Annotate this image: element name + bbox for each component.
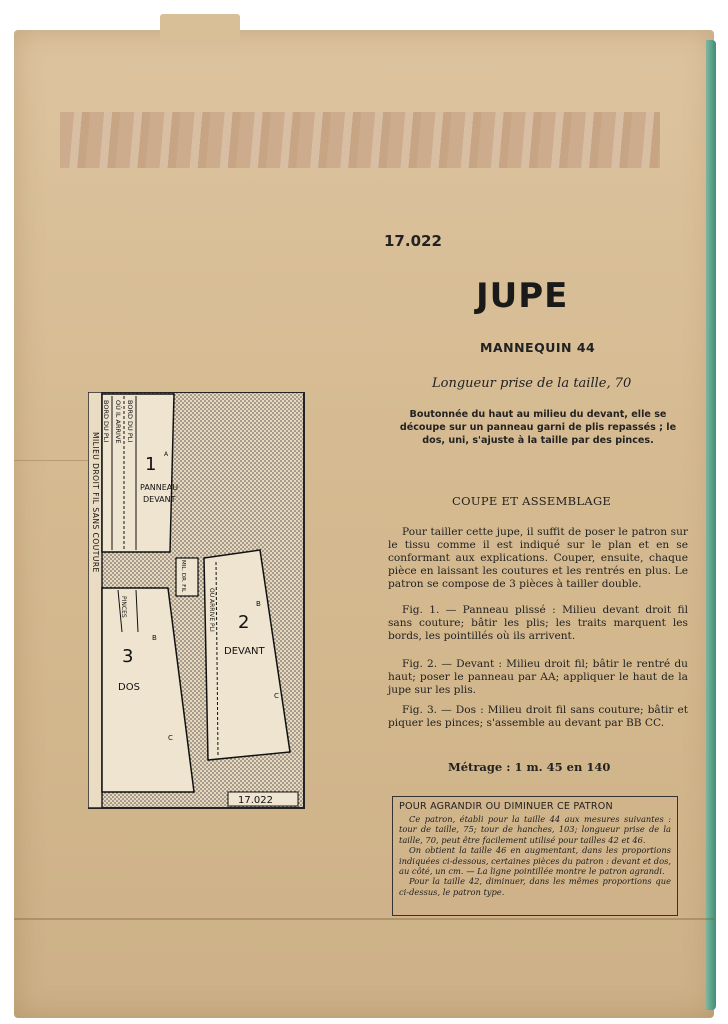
garment-description: Boutonnée du haut au milieu du devant, elle se découpe sur un panneau garni de plis repassés ; le dos, uni, s'ajuste à la taille par des pinces. (399, 409, 677, 446)
piece-3-number: 3 (122, 646, 134, 667)
green-edge (706, 40, 716, 1010)
piece-1-name: DEVANT (143, 495, 176, 504)
selvedge-label: MILIEU DROIT FIL SANS COUTURE (91, 432, 100, 573)
mark-c: C (274, 692, 279, 700)
piece-2-number: 2 (238, 612, 250, 633)
mil-dr-fil-label: MIL. DR. FIL (180, 560, 186, 593)
bord-pli-label: BORD DU PLI (126, 400, 134, 443)
fig3-label: Fig. 3. — Dos : (402, 704, 484, 716)
section-title-assemblage: COUPE ET ASSEMBLAGE (452, 494, 612, 508)
piece-1-name: PANNEAU (140, 483, 179, 492)
pattern-reference: 17.022 (384, 232, 442, 250)
mannequin-size: MANNEQUIN 44 (480, 340, 596, 355)
bottom-fold-line (14, 918, 714, 920)
piece-2-name: DEVANT (224, 646, 265, 657)
ou-arrive-pli-label: OÙ ARRIVE PLI (208, 588, 215, 632)
piece-1-number: 1 (145, 454, 157, 475)
fig2-label: Fig. 2. — Devant : (402, 658, 502, 670)
ou-il-arrive-label: OÙ IL ARRIVE (114, 400, 122, 444)
fig1-text: Milieu devant droit fil sans couture; bâtir les plis; les traits marquent les bords, les pointillés où ils arrivent. (388, 604, 689, 642)
piece-1-panneau (102, 394, 174, 552)
resize-paragraph-1: Ce patron, établi pour la taille 44 aux mesures suivantes : tour de taille, 75; tour de hanches, 103; longueur prise de la taille, 70, peut être facilement utilisé pour tailles 42 et 46. (399, 814, 671, 845)
fig2-instructions (388, 658, 688, 697)
mark-b: B (256, 600, 261, 608)
tape-residue (60, 112, 660, 168)
resize-instructions-box (392, 796, 678, 916)
mark-b: B (152, 634, 157, 642)
fig2-text: Milieu droit fil; bâtir le rentré du haut; poser le panneau par AA; appliquer le haut de la jupe sur les plis. (388, 658, 688, 696)
resize-title: POUR AGRANDIR OU DIMINUER CE PATRON (399, 801, 613, 812)
length-note: Longueur prise de la taille, 70 (432, 376, 632, 391)
fig3-instructions (388, 704, 688, 730)
piece-3-name: DOS (118, 682, 140, 693)
pinces-label: PINCES (120, 596, 127, 618)
bord-pli-label: BORD DU PLI (102, 400, 110, 443)
diagram-ref: 17.022 (238, 795, 273, 806)
envelope-flap-tab (160, 14, 240, 44)
resize-paragraph-3: Pour la taille 42, diminuer, dans les mêmes proportions que ci-dessus, le patron type. (399, 876, 671, 897)
instructions-intro: Pour tailler cette jupe, il suffit de poser le patron sur le tissu comme il est indiqué sur le plan et en se conformant aux explications. Couper, ensuite, chaque pièce en laissant les coutures et les rentrés en plus. Le patron se compose de 3 pièces à tailler double. (388, 526, 688, 590)
resize-paragraph-2: On obtient la taille 46 en augmentant, dans les proportions indiquées ci-dessous, certaines pièces du patron : devant et dos, au côté, un cm. — La ligne pointillée montre le patron agrandi. (399, 845, 671, 877)
fabric-yardage: Métrage : 1 m. 45 en 140 (448, 760, 611, 774)
pattern-title: JUPE (476, 276, 569, 316)
mark-a: A (164, 451, 169, 458)
fig1-label: Fig. 1. — Panneau plissé : (402, 604, 556, 616)
fig1-instructions (388, 604, 688, 643)
belt-piece (176, 558, 198, 596)
fig3-text: Milieu droit fil sans couture; bâtir et piquer les pinces; s'assemble au devant par BB CC. (388, 704, 689, 729)
cutting-layout-diagram (88, 392, 306, 810)
mark-c: C (168, 734, 173, 742)
